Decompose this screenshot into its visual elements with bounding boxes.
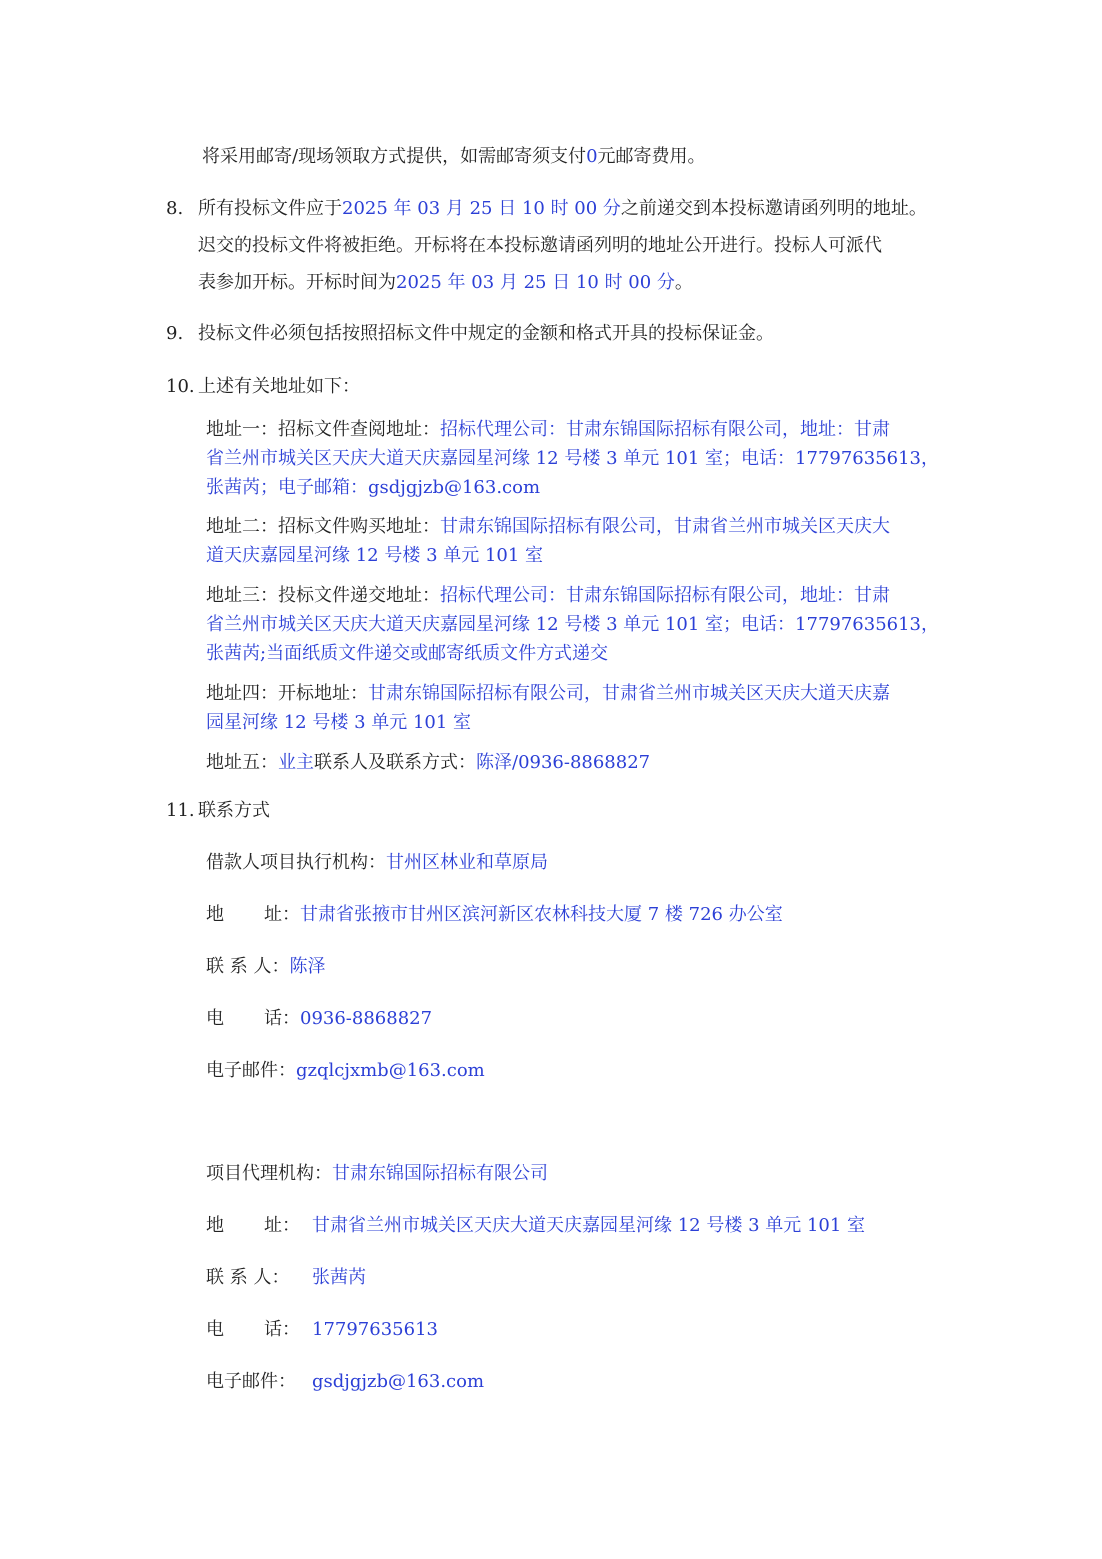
mail-fee-line bbox=[202, 145, 706, 169]
item-10-line bbox=[166, 375, 360, 399]
address-4-label: 地址四：开标地址： bbox=[206, 683, 368, 704]
agency-phone-label-suffix: 话： bbox=[264, 1319, 300, 1340]
borrower-contact-value: 陈泽 bbox=[289, 956, 326, 977]
address-1-label: 地址一：招标文件查阅地址： bbox=[206, 419, 440, 440]
borrower-phone-line bbox=[206, 1007, 432, 1031]
item-9-line bbox=[166, 322, 774, 346]
address-2-value: 甘肃东锦国际招标有限公司，甘肃省兰州市城关区天庆大 bbox=[440, 516, 890, 537]
address-1-line-3: 张茜芮；电子邮箱：gsdjgjzb@163.com bbox=[206, 477, 541, 498]
agency-phone-label: 电 bbox=[206, 1319, 224, 1340]
borrower-address-label: 地 bbox=[206, 904, 224, 925]
address-1-line-2: 省兰州市城关区天庆大道天庆嘉园星河缘 12 号楼 3 单元 101 室；电话：17797635613， bbox=[206, 448, 940, 469]
borrower-email-value[interactable]: gzqlcjxmb@163.com bbox=[296, 1060, 485, 1081]
borrower-phone-value: 0936-8868827 bbox=[300, 1008, 433, 1029]
agency-address-label: 地 bbox=[206, 1215, 224, 1236]
item-8-text-3-end: 。 bbox=[674, 272, 693, 293]
agency-address-label-suffix: 址： bbox=[264, 1215, 300, 1236]
item-10-number: 10. bbox=[166, 376, 195, 397]
item-11-line bbox=[166, 799, 270, 823]
bid-deadline: 2025 年 03 月 25 日 10 时 00 分 bbox=[342, 198, 621, 219]
address-2-label: 地址二：招标文件购买地址： bbox=[206, 516, 440, 537]
item-9-text: 投标文件必须包括按照招标文件中规定的金额和格式开具的投标保证金。 bbox=[198, 323, 774, 344]
agency-contact-label: 联 系 人： bbox=[206, 1267, 290, 1288]
item-8-text-end: 之前递交到本投标邀请函列明的地址。 bbox=[620, 198, 927, 219]
agency-org-line bbox=[206, 1162, 548, 1186]
mail-fee-text-end: 元邮寄费用。 bbox=[597, 146, 706, 167]
agency-contact-value: 张茜芮 bbox=[312, 1267, 366, 1288]
agency-address-line bbox=[206, 1214, 865, 1238]
borrower-org-label: 借款人项目执行机构： bbox=[206, 852, 386, 873]
address-4-value: 甘肃东锦国际招标有限公司，甘肃省兰州市城关区天庆大道天庆嘉 bbox=[368, 683, 890, 704]
address-2-line-2: 道天庆嘉园星河缘 12 号楼 3 单元 101 室 bbox=[206, 545, 544, 566]
agency-address-value: 甘肃省兰州市城关区天庆大道天庆嘉园星河缘 12 号楼 3 单元 101 室 bbox=[312, 1215, 866, 1236]
borrower-contact-label: 联 系 人： bbox=[206, 956, 290, 977]
item-8-line-1 bbox=[166, 197, 927, 221]
agency-email-line bbox=[206, 1370, 484, 1394]
borrower-email-label: 电子邮件： bbox=[206, 1060, 296, 1081]
borrower-phone-label: 电 bbox=[206, 1008, 224, 1029]
item-8-text-3: 表参加开标。开标时间为 bbox=[198, 272, 396, 293]
borrower-contact-line bbox=[206, 955, 325, 979]
agency-contact-line bbox=[206, 1266, 366, 1290]
borrower-address-line bbox=[206, 903, 783, 927]
item-11-text: 联系方式 bbox=[198, 800, 270, 821]
borrower-org-value: 甘州区林业和草原局 bbox=[386, 852, 548, 873]
address-3-label: 地址三：投标文件递交地址： bbox=[206, 585, 440, 606]
address-1-line-1 bbox=[206, 418, 890, 442]
agency-email-label: 电子邮件： bbox=[206, 1371, 296, 1392]
bid-opening-time: 2025 年 03 月 25 日 10 时 00 分 bbox=[396, 272, 675, 293]
address-3-line-3: 张茜芮;当面纸质文件递交或邮寄纸质文件方式递交 bbox=[206, 643, 609, 664]
address-2-line-1 bbox=[206, 515, 890, 539]
item-9-number: 9. bbox=[166, 323, 184, 344]
address-1-value: 招标代理公司：甘肃东锦国际招标有限公司，地址：甘肃 bbox=[440, 419, 890, 440]
borrower-address-label-suffix: 址： bbox=[264, 904, 300, 925]
address-3-line-2: 省兰州市城关区天庆大道天庆嘉园星河缘 12 号楼 3 单元 101 室；电话：17797635613， bbox=[206, 614, 940, 635]
address-5-label: 地址五： bbox=[206, 752, 278, 773]
address-4-line-1 bbox=[206, 682, 890, 706]
address-5-line bbox=[206, 751, 650, 775]
agency-phone-line bbox=[206, 1318, 438, 1342]
item-8-line-2 bbox=[198, 234, 882, 258]
address-5-owner: 业主 bbox=[278, 752, 314, 773]
address-3-line-1 bbox=[206, 584, 890, 608]
item-8-text-2: 迟交的投标文件将被拒绝。开标将在本投标邀请函列明的地址公开进行。投标人可派代 bbox=[198, 235, 882, 256]
address-4-line-2: 园星河缘 12 号楼 3 单元 101 室 bbox=[206, 712, 472, 733]
address-3-value: 招标代理公司：甘肃东锦国际招标有限公司，地址：甘肃 bbox=[440, 585, 890, 606]
item-11-number: 11. bbox=[166, 800, 195, 821]
mail-fee-amount: 0 bbox=[586, 146, 598, 167]
item-8-text: 所有投标文件应于 bbox=[198, 198, 342, 219]
item-10-text: 上述有关地址如下： bbox=[198, 376, 360, 397]
agency-org-value: 甘肃东锦国际招标有限公司 bbox=[332, 1163, 548, 1184]
agency-email-value[interactable]: gsdjgjzb@163.com bbox=[312, 1371, 485, 1392]
item-8-line-3 bbox=[198, 271, 693, 295]
agency-phone-value: 17797635613 bbox=[312, 1319, 438, 1340]
borrower-email-line bbox=[206, 1059, 485, 1083]
item-8-number: 8. bbox=[166, 198, 184, 219]
address-5-value: 陈泽/0936-8868827 bbox=[476, 752, 651, 773]
borrower-org-line bbox=[206, 851, 548, 875]
borrower-phone-label-suffix: 话： bbox=[264, 1008, 300, 1029]
agency-org-label: 项目代理机构： bbox=[206, 1163, 332, 1184]
address-5-contact-label: 联系人及联系方式： bbox=[314, 752, 476, 773]
borrower-address-value: 甘肃省张掖市甘州区滨河新区农林科技大厦 7 楼 726 办公室 bbox=[300, 904, 783, 925]
mail-fee-text: 将采用邮寄/现场领取方式提供，如需邮寄须支付 bbox=[202, 146, 587, 167]
